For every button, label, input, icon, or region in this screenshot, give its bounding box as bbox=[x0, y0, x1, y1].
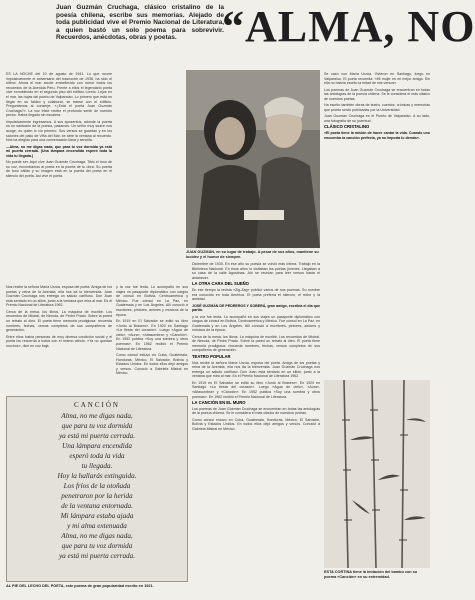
article-intro: Juan Guzmán Cruchaga, clásico cristalino de la poesía chilena, escribe sus memorias. Alejado de toda publicidad vive el Premio Nacional de Literatura, a quien bastó un solo poema para sobrevivir. Recuerdos, anécdotas, obras y poetas. bbox=[56, 4, 224, 42]
plaque-line: ya está mi puerta cerrada. bbox=[58, 552, 136, 560]
bamboo-curtain-photo bbox=[324, 380, 430, 568]
plaque-line: Una lámpara encendida bbox=[62, 442, 132, 450]
section-heading: TEATRO POPULAR bbox=[192, 354, 231, 360]
bold-paragraph: JOSÉ GUZMÁN DE PEDREROS Y SOBERÁ, gran amigo, escribía el día que partió. bbox=[192, 303, 320, 313]
section-heading: LA OTRA CARA DEL SUEÑO bbox=[192, 281, 249, 287]
paragraph: En 1919 en El Salvador se editó su libro «Junto al Brasero». En 1920 en Santiago «La fiesta del corazón». Luego «Agua de cielo», «Aura», «Altasombra» y «Canción». En 1952 publica «Soy una sombra y otros poemas». En 1962 recibió el Premio Nacional de Literatura. bbox=[192, 380, 320, 399]
photo-caption: JUAN GUZMÁN, en su lugar de trabajo. A pesar de sus años, mantiene su lucidez y el humor de siempre. bbox=[186, 250, 319, 259]
column-2 bbox=[6, 285, 112, 392]
plaque-line: ya está mi puerta cerrada. bbox=[58, 432, 136, 440]
plaque-line: de la ventana entornada. bbox=[61, 502, 133, 510]
section-heading: CLÁSICO CRISTALINO bbox=[324, 124, 370, 130]
poet-photo bbox=[186, 70, 320, 248]
paragraph: Como cónsul estuvo en Cuba, Guatemala, Honduras, México, El Salvador, Bolivia y Estados Unidos. En todos ellos dejó amigos y versos. Conoció a Gabriela Mistral en México. bbox=[192, 417, 320, 431]
paragraph: ES LA NOCHE del 10 de agosto de 1941. Lo que ocurre impulsivamente el aniversario del trasnoche de 1936, ha sido el último. Ahora el mar acude embellecido con rumor todos los recuerdos de la Avenida Perú. Frente a ellos el legendario poeta vive ennoblecido en el segundo piso del edificio Loreto. Lejos en el mar, las hojas del puerto de Valparaíso. Lo primero que está en llegar en su faldeo y colaborar, se transe con el edificio. Preguntamos al conserje: «¿Está el poeta Juan Guzmán Cruchaga?». La voz triste recibe el profundo sentir de nuestro pecho. Había llegado sin escalera. bbox=[6, 72, 112, 118]
bamboo-caption: ESTA CORTINA tiene la imitación del bambú con su poema «Canción» en su extremidad. bbox=[324, 570, 418, 579]
paragraph: y la voz fue lenta. Lo acompañó en sus viajes un pasaporte diplomático con cargos de cónsul en Bolivia, Centroamérica y México. Fue cónsul en La Paz, en Guatemala y en Los Ángeles. Allí conoció a escritores, pintores, actores y músicos de la época. bbox=[116, 285, 188, 317]
paragraph: Nos recibe la señora María Urzúa, esposa del poeta. Amiga de los poetas y reina de la Avenida, ella nos da la bienvenida. Juan Guzmán Cruchaga nos entrega un saludo cariñoso. Don Juan está sentado en un sillón, junto a la ventana que mira al mar. Es el Premio Nacional de Literatura 1962. bbox=[192, 360, 320, 379]
plaque-line: Mi lámpara estaba ajada bbox=[60, 512, 134, 520]
poem-plaque bbox=[6, 396, 188, 582]
paragraph: En 1919 en El Salvador se editó su libro «Junto al Brasero». En 1920 en Santiago «La fiesta del corazón». Luego «Agua de cielo», «Aura», «Altasombra» y «Canción». En 1952 publica «Soy una sombra y otros poemas». En 1962 recibió el Premio Nacional de Literatura. bbox=[116, 318, 188, 351]
paragraph: Diciembre de 1930. En ese año su poesía se volvió más íntima. Trabajó en la Biblioteca Nacional. En esos años lo visitaban los poetas jóvenes. Llegaban a su casa de la calle Agustinas. Ahí se reunían para leer versos hasta el amanecer. bbox=[192, 262, 320, 280]
column-4 bbox=[192, 262, 320, 598]
plaque-title: CANCIÓN bbox=[74, 401, 120, 409]
paragraph: No puede ser. Aquí vive Juan Guzmán Cruchaga. Tibio el tono de su voz, encontramos al poeta en la puerta de tu obra. Su puerta de tono cálido y su imagen está en la puerta del poeta en el silencio del poeta. Así vive el poeta. bbox=[6, 160, 112, 178]
headline: “ALMA, NO bbox=[222, 2, 475, 51]
paragraph: Se casó con María Urzúa. Vivieron en Santiago, luego en Valparaíso. El poeta recuerda: «Mi mujer es mi mejor amiga. Sin ella no habría escrito la mitad de mis versos». bbox=[324, 72, 430, 86]
paragraph: En ese tiempo la revista «Zig-Zag» publicó varios de sus poemas. Su nombre era conocido en toda América. El poeta prefería el silencio, el retiro y la amistad. bbox=[192, 287, 320, 302]
plaque-line: que para tu voz dormida bbox=[61, 542, 133, 550]
plaque-line: Alma, no me digas nada, bbox=[61, 532, 133, 540]
column-right-top bbox=[324, 72, 430, 272]
paragraph: Cerca de la mesa, los libros. La máquina de escribir. Los recuerdos de Mistral, de Neruda, de Pedro Prado. Sobre la pared un retrato al óleo. El poeta tiene memoria prodigiosa: recuerda nombres, fechas, versos completos de sus compañeros de generación. bbox=[6, 309, 112, 333]
plaque-line: Hoy la hallarás extinguida. bbox=[57, 472, 137, 480]
paragraph: Los poemas de Juan Guzmán Cruchaga se encuentran en todas las antologías de la poesía chilena. Se le considera el más clásico de nuestros poetas. bbox=[192, 406, 320, 416]
paragraph: Ha escrito también obras de teatro, cuentos, crónicas y memorias que pronto serán publicadas por la Universidad. bbox=[324, 103, 430, 112]
photo-illustration bbox=[186, 70, 320, 248]
paragraph: Entre ellos había personas de muy diversa condición social y el poeta los recuerda a todos con el mismo afecto. «Ya no quedan muchos», dice en voz baja. bbox=[6, 334, 112, 348]
plaque-line: y mi alma extenuada bbox=[67, 522, 127, 530]
plaque-line: esperó toda la vida bbox=[69, 452, 125, 460]
plaque-line: que para tu voz dormida bbox=[61, 422, 133, 430]
paragraph: Como cónsul estuvo en Cuba, Guatemala, Honduras, México, El Salvador, Bolivia y Estados Unidos. En todos ellos dejó amigos y versos. Conoció a Gabriela Mistral en México. bbox=[116, 352, 188, 376]
paragraph: Nos recibe la señora María Urzúa, esposa del poeta. Amiga de los poetas y reina de la Avenida, ella nos da la bienvenida. Juan Guzmán Cruchaga nos entrega un saludo cariñoso. Don Juan está sentado en un sillón, junto a la ventana que mira al mar. Es el Premio Nacional de Literatura 1962. bbox=[6, 285, 112, 308]
column-1 bbox=[6, 72, 112, 284]
bamboo-illustration bbox=[324, 380, 430, 568]
paragraph: Impulsivamente ingresamos. A sus aposentos, adonde la puerta es un santuario de la poesía, pasamos. Un señor muy suave nos acoge, es quien lo vio primero. Sus versos se guardan y en los salones del patio de Viña del Mar, se abre la ventana al recuerdo. Nos ha elegido para una conversación llana y sencilla. bbox=[6, 119, 112, 143]
plaque-line: tu llegada. bbox=[81, 462, 113, 470]
plaque-line: Alma, no me digas nada, bbox=[61, 412, 133, 420]
section-heading: LA CANCIÓN EN EL MURO bbox=[192, 400, 246, 406]
caption-right: Juan Guzmán Cruchaga en el Puerto de Valparaíso. A su lado, una fotografía de su juventud. bbox=[324, 114, 430, 123]
paragraph: y la voz fue lenta. Lo acompañó en sus viajes un pasaporte diplomático con cargos de cónsul en Bolivia, Centroamérica y México. Fue cónsul en La Paz, en Guatemala y en Los Ángeles. Allí conoció a escritores, pintores, actores y músicos de la época. bbox=[192, 314, 320, 333]
plaque-caption: AL PIE DEL LECHO DEL POETA, este poema de gran popularidad escrito en 1921. bbox=[6, 584, 154, 588]
plaque-line: penetraron por la herida bbox=[61, 492, 133, 500]
plaque-line: Los fríos de la otoñada bbox=[63, 482, 131, 490]
poem-quote: —Alma, no me digas nada, que para tu voz dormida ya está mi puerta cerrada. (Una lámpara encendida esperó toda la vida tu llegada.) bbox=[6, 144, 112, 158]
paragraph: Los poemas de Juan Guzmán Cruchaga se encuentran en todas las antologías de la poesía chilena. Se le considera el más clásico de nuestros poetas. bbox=[324, 87, 430, 101]
column-3 bbox=[116, 285, 188, 392]
poet-quote: «El poeta tiene la misión de hacer cantar la vida. Cuando uno encuentra la canción perfecta, ya no importa lo demás». bbox=[324, 130, 430, 140]
paragraph: Cerca de la mesa, los libros. La máquina de escribir. Los recuerdos de Mistral, de Neruda, de Pedro Prado. Sobre la pared un retrato al óleo. El poeta tiene memoria prodigiosa: recuerda nombres, fechas, versos completos de sus compañeros de generación. bbox=[192, 334, 320, 353]
